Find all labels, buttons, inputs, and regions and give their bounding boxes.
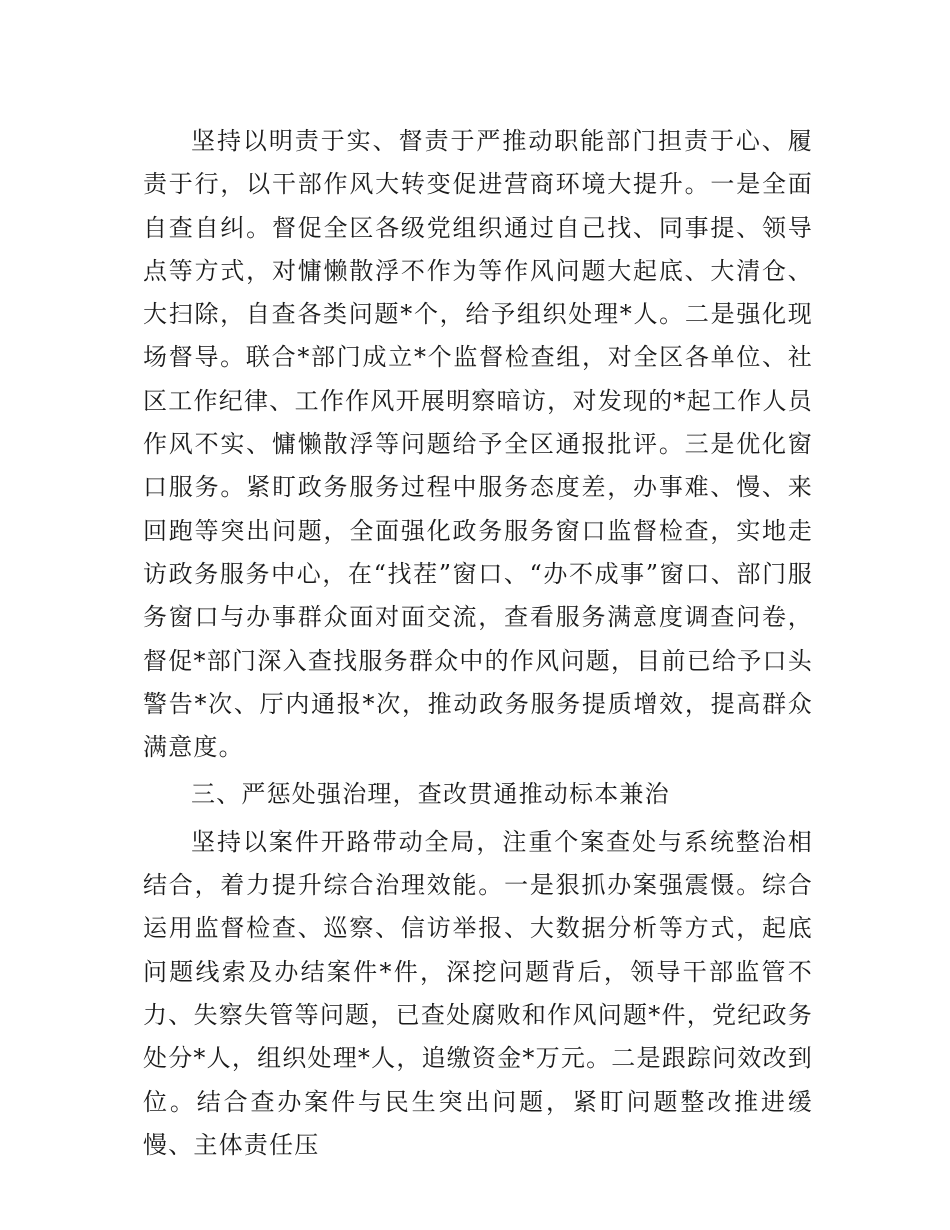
paragraph-case-handling: 坚持以案件开路带动全局，注重个案查处与系统整治相结合，着力提升综合治理效能。一是狠抓办案强震慑。综合运用监督检查、巡察、信访举报、大数据分析等方式，起底问题线索及办结案件*件，深挖问题背后，领导干部监管不力、失察失管等问题，已查处腐败和作风问题*件，党纪政务处分*人，组织处理*人，追缴资金*万元。二是跟踪问效改到位。结合查办案件与民生突出问题，紧盯问题整改推进缓慢、主体责任压 (143, 827, 813, 1159)
document-body (143, 120, 813, 1167)
section-heading-three: 三、严惩处强治理，查改贯通推动标本兼治 (191, 780, 670, 809)
paragraph-work-style: 坚持以明责于实、督责于严推动职能部门担责于心、履责于行，以干部作风大转变促进营商环境大提升。一是全面自查自纠。督促全区各级党组织通过自己找、同事提、领导点等方式，对慵懒散浮不作为等作风问题大起底、大清仓、大扫除，自查各类问题*个，给予组织处理*人。二是强化现场督导。联合*部门成立*个监督检查组，对全区各单位、社区工作纪律、工作作风开展明察暗访，对发现的*起工作人员作风不实、慵懒散浮等问题给予全区通报批评。三是优化窗口服务。紧盯政务服务过程中服务态度差，办事难、慢、来回跑等突出问题，全面强化政务服务窗口监督检查，实地走访政务服务中心，在“找茬”窗口、“办不成事”窗口、部门服务窗口与办事群众面对面交流，查看服务满意度调查问卷，督促*部门深入查找服务群众中的作风问题，目前已给予口头警告*次、厅内通报*次，推动政务服务提质增效，提高群众满意度。 (143, 127, 813, 762)
